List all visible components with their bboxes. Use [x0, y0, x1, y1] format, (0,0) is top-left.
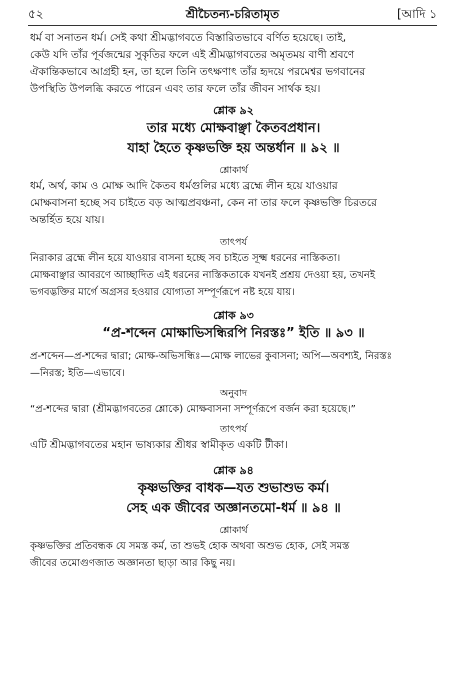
intro-paragraph: [30, 30, 437, 98]
purport-heading: তাৎপর্য: [220, 237, 247, 248]
meaning-heading: শ্লোকার্থ: [219, 525, 248, 536]
verse-line: “প্র-শব্দেন মোক্ষাভিসন্ধিরপি নিরস্তঃ” ইতি ॥ ৯৩ ॥: [102, 326, 365, 341]
verse-line: যাহা হৈতে কৃষ্ণভক্তি হয় অন্তর্ধান ॥ ৯২ ॥: [127, 141, 340, 156]
text-line: ধর্ম বা সনাতন ধর্ম। সেই কথা শ্রীমদ্ভাগবতে বিস্তারিতভাবে বর্ণিত হয়েছে। তাই,: [30, 32, 347, 44]
text-line: মোক্ষবাঞ্ছার আবরণে আচ্ছাদিত এই ধরনের নাস্তিকতাকে যখনই প্রশ্রয় দেওয়া হয়, তখনই: [30, 270, 376, 281]
running-title: শ্রীচৈতন্য-চরিতামৃত: [185, 7, 280, 21]
purport-heading: তাৎপর্য: [220, 424, 247, 435]
header-rule: [28, 25, 437, 26]
synonym-line: —নিরস্ত; ইতি—এভাবে।: [30, 368, 125, 379]
text-line: ঐকান্তিকভাবে আগ্রহী হন, তা হলে তিনি তৎক্ষণাৎ তাঁর হৃদয়ে পরমেশ্বর ভগবানের: [30, 66, 366, 78]
section-marker: [আদি ১: [396, 7, 437, 21]
synonym-line: প্র-শব্দেন—প্র-শব্দের দ্বারা; মোক্ষ-অভিসন্ধিঃ—মোক্ষ লাভের কুবাসনা; অপি—অবশ্যই, নিরস্তঃ: [30, 351, 392, 362]
page-header: [28, 6, 437, 26]
text-line: ভগবদ্ভক্তির মার্গে অগ্রসর হওয়ার যোগ্যতা সম্পূর্ণরূপে নষ্ট হয়ে যায়।: [30, 287, 295, 298]
translation-heading: অনুবাদ: [220, 388, 247, 399]
text-line: নিরাকার ব্রহ্মে লীন হয়ে যাওয়ার বাসনা হচ্ছে সব চাইতে সূক্ষ্ম ধরনের নাস্তিকতা।: [30, 253, 341, 264]
verse-line: কৃষ্ণভক্তির বাধক—যত শুভাশুভ কর্ম।: [137, 481, 330, 496]
text-line: উপস্থিতি উপলব্ধি করতে পারেন এবং তার ফলে তাঁর জীবন সার্থক হয়।: [30, 83, 321, 95]
page-number: ৫২: [28, 7, 44, 21]
verse-line: তার মধ্যে মোক্ষবাঞ্ছা কৈতবপ্রধান।: [146, 121, 321, 136]
sloka-93-heading: শ্লোক ৯৩: [213, 309, 254, 322]
translation-line: “প্র-শব্দের দ্বারা (শ্রীমদ্ভাগবতের শ্লোকে) মোক্ষবাসনা সম্পূর্ণরূপে বর্জন করা হয়েছে।”: [30, 404, 356, 415]
text-line: কেউ যদি তাঁর পূর্বজন্মের সুকৃতির ফলে এই শ্রীমদ্ভাগবতের অমৃতময় বাণী শ্রবণে: [30, 49, 355, 61]
text-line: মোক্ষবাসনা হচ্ছে সব চাইতে বড় আত্মপ্রবঞ্চনা, কেন না তার ফলে কৃষ্ণভক্তি চিরতরে: [30, 197, 377, 209]
page-body: [30, 30, 437, 572]
text-line: কৃষ্ণভক্তির প্রতিবন্ধক যে সমস্ত কর্ম, তা শুভই হোক অথবা অশুভ হোক, সেই সমস্ত: [30, 541, 350, 552]
meaning-heading: শ্লোকার্থ: [219, 165, 248, 176]
sloka-94-heading: শ্লোক ৯৪: [213, 464, 254, 477]
text-line: জীবের তমোগুণজাত অজ্ঞানতা ছাড়া আর কিছু নয়।: [30, 558, 236, 569]
verse-line: সেহ এক জীবের অজ্ঞানতমো-ধর্ম ॥ ৯৪ ॥: [126, 501, 341, 516]
text-line: ধর্ম, অর্থ, কাম ও মোক্ষ আদি কৈতব ধর্মগুলির মধ্যে ব্রহ্মে লীন হয়ে যাওয়ার: [30, 180, 338, 192]
text-line: এটি শ্রীমদ্ভাগবতের মহান ভাষ্যকার শ্রীধর স্বামীকৃত একটি টীকা।: [30, 439, 288, 451]
sloka-92-heading: শ্লোক ৯২: [213, 104, 254, 117]
text-line: অন্তর্হিত হয়ে যায়।: [30, 214, 105, 226]
